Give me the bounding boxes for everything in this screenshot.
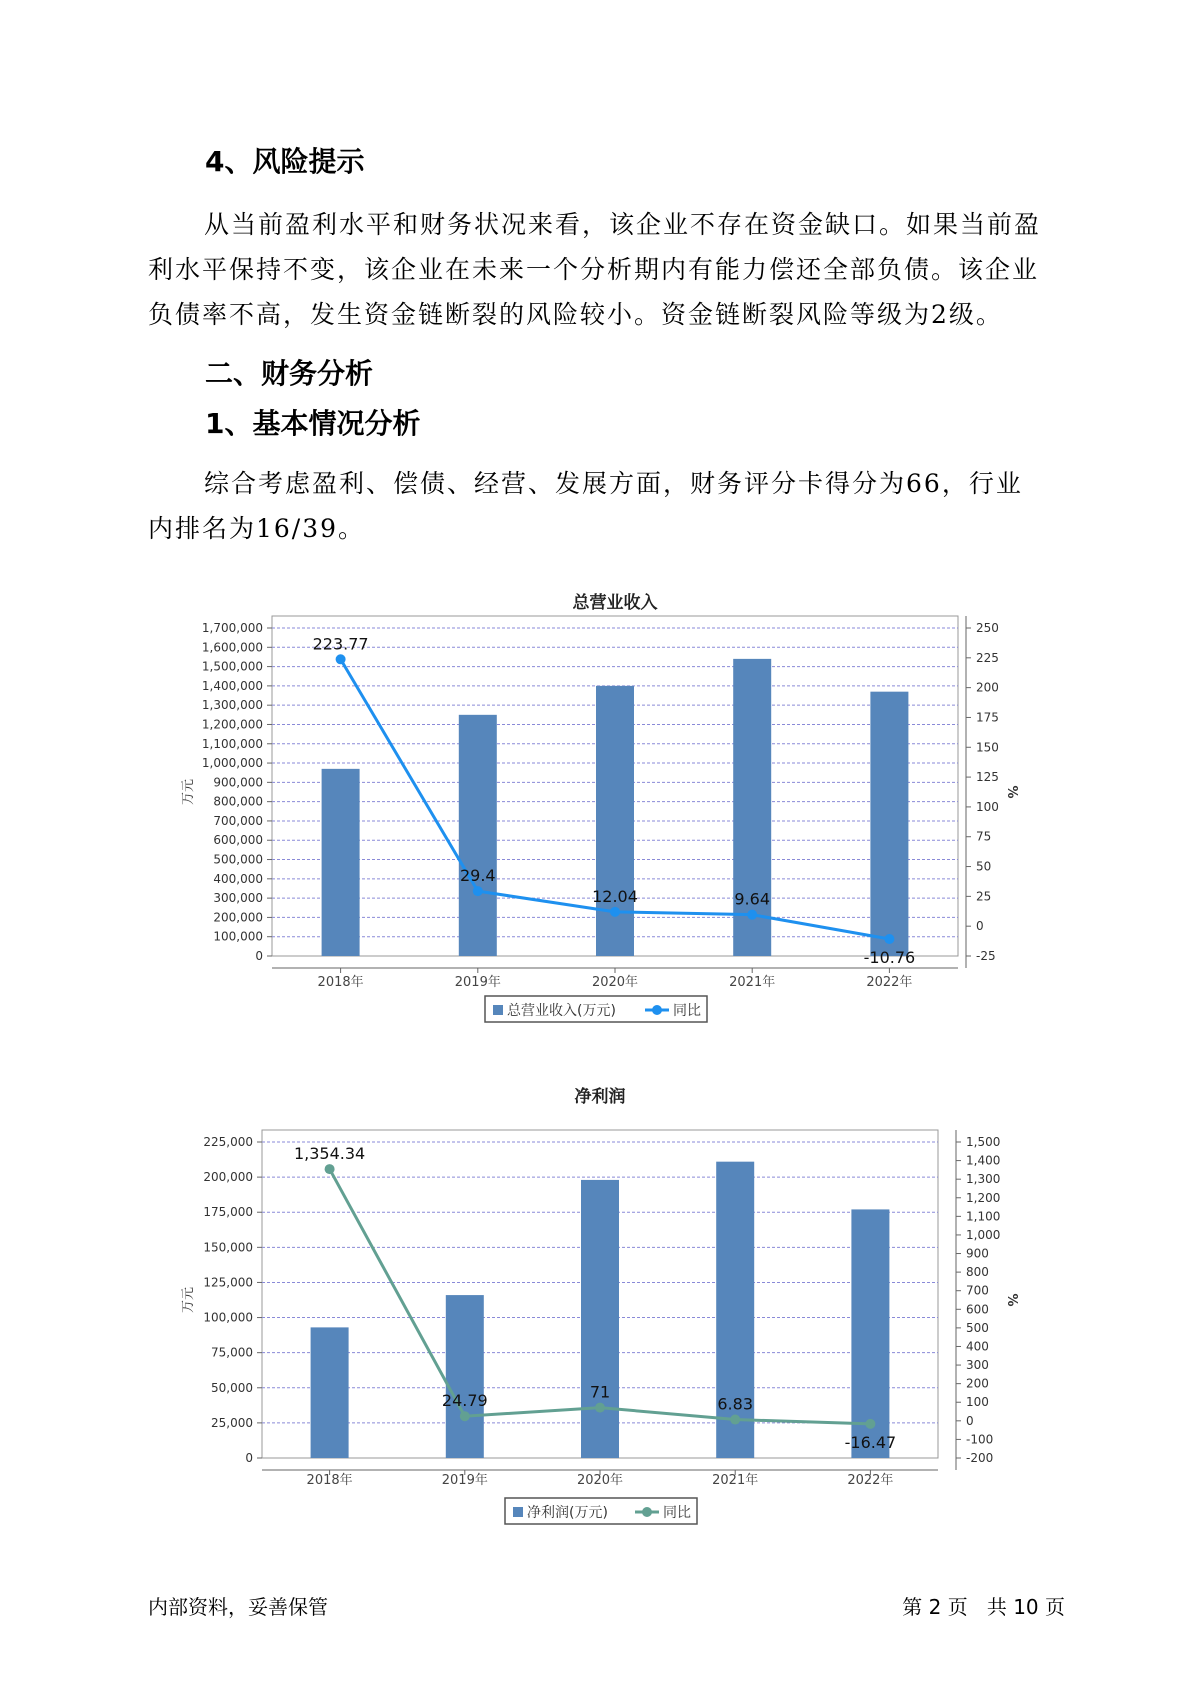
y-tick-label: 100,000 [213,929,263,944]
y2-tick-label: 800 [966,1265,989,1280]
y-tick-label: 1,200,000 [201,717,263,732]
y2-tick-label: -200 [966,1451,994,1465]
chart-title: 总营业收入 [572,593,658,613]
y-tick-label: 25,000 [211,1415,253,1430]
yoy-data-label: -16.47 [844,1432,897,1452]
y2-tick-label: -100 [966,1432,994,1447]
y-tick-label: 1,300,000 [201,698,263,713]
x-tick-label: 2020年 [591,975,639,990]
yoy-point [336,654,346,664]
y-tick-label: 500,000 [213,852,263,867]
y2-tick-label: 1,100 [966,1209,1001,1224]
y2-tick-label: 900 [966,1246,989,1261]
footer-page-current: 2 [928,1595,942,1619]
legend-line-label: 同比 [673,1003,701,1019]
y-tick-label: 100,000 [203,1310,253,1325]
y2-tick-label: 100 [976,799,999,814]
basic-paragraph: 综合考虑盈利、偿债、经营、发展方面，财务评分卡得分为66，行业内排名为16/39。 [148,469,1023,543]
legend-bar-swatch [513,1507,523,1517]
y2-tick-label: 100 [966,1395,989,1410]
yoy-point [473,886,483,896]
y-axis-label: 万元 [181,778,196,806]
y-tick-label: 75,000 [211,1345,253,1360]
y-tick-label: 225,000 [203,1135,253,1149]
y2-axis-label: % [1004,785,1019,799]
x-tick-label: 2018年 [317,975,364,990]
y-tick-label: 1,100,000 [201,736,263,751]
x-tick-label: 2019年 [441,1473,488,1488]
yoy-point [884,934,894,944]
y2-tick-label: 75 [976,829,992,844]
y2-tick-label: 400 [966,1339,989,1354]
yoy-point [460,1411,470,1421]
yoy-data-label: 6.83 [717,1394,754,1414]
yoy-point [610,907,620,917]
y2-tick-label: 200 [976,680,999,695]
x-tick-label: 2020年 [576,1473,624,1488]
y2-tick-label: 225 [976,650,999,665]
y-tick-label: 300,000 [213,891,263,906]
y2-tick-label: 300 [966,1358,989,1373]
bar-2019年 [459,715,497,956]
bar-2018年 [322,769,360,956]
y-tick-label: 400,000 [213,871,263,886]
y-tick-label: 200,000 [203,1170,253,1185]
y-tick-label: 1,000,000 [201,756,263,771]
legend-bar-swatch [493,1005,503,1015]
bar-2019年 [446,1295,484,1458]
basic-heading: 1、基本情况分析 [205,407,421,440]
yoy-point [595,1403,605,1413]
y2-tick-label: 600 [966,1302,989,1317]
legend-line-label: 同比 [663,1505,691,1521]
yoy-data-label: -10.76 [863,948,916,968]
yoy-data-label: 71 [589,1382,611,1402]
yoy-data-label: 223.77 [312,634,369,654]
risk-paragraph: 从当前盈利水平和财务状况来看，该企业不存在资金缺口。如果当前盈利水平保持不变，该企业在未来一个分析期内有能力偿还全部负债。该企业负债率不高，发生资金链断裂的风险较小。资金链断裂风险等级为2级。 [148,210,1042,329]
yoy-point [865,1419,875,1429]
footer-page-number [902,1591,1065,1620]
y2-tick-label: 175 [976,710,999,725]
y-tick-label: 1,700,000 [201,621,263,635]
y-tick-label: 0 [255,949,263,963]
legend-bar-label: 净利润(万元) [527,1505,608,1521]
yoy-data-label: 1,354.34 [293,1144,366,1164]
y-tick-label: 175,000 [203,1205,253,1220]
y2-axis-label: % [1004,1293,1019,1307]
bar-2020年 [581,1180,619,1458]
y-tick-label: 1,500,000 [201,659,263,674]
x-tick-label: 2019年 [454,975,501,990]
y2-tick-label: 0 [976,919,984,934]
y2-tick-label: 1,000 [966,1227,1001,1242]
y2-tick-label: 700 [966,1283,989,1298]
y2-tick-label: 1,300 [966,1172,1001,1187]
footer-total-unit: 页 [1045,1595,1065,1619]
y-tick-label: 800,000 [213,794,263,809]
footer-page-total: 10 [1013,1595,1039,1619]
x-tick-label: 2022年 [847,1473,894,1488]
y2-tick-label: 25 [976,889,992,904]
y2-tick-label: 50 [976,859,992,874]
y-tick-label: 200,000 [213,910,263,925]
risk-heading: 4、风险提示 [205,145,365,178]
y-axis-label: 万元 [181,1286,196,1314]
y-tick-label: 150,000 [203,1240,253,1255]
net-profit-chart [0,1078,1191,1528]
legend-line-marker [642,1507,652,1517]
x-tick-label: 2021年 [729,975,776,990]
legend-line-marker [652,1005,662,1015]
y-tick-label: 900,000 [213,775,263,790]
y-tick-label: 700,000 [213,813,263,828]
bar-2018年 [311,1327,349,1458]
yoy-data-label: 29.4 [459,866,496,886]
y2-tick-label: -25 [976,949,996,963]
yoy-point [325,1164,335,1174]
y-tick-label: 125,000 [203,1275,253,1290]
y2-tick-label: 1,500 [966,1135,1001,1149]
y-tick-label: 50,000 [211,1380,253,1395]
chart-title: 净利润 [574,1087,626,1107]
y-tick-label: 1,600,000 [201,640,263,655]
footer-total-prefix: 共 [986,1595,1007,1619]
x-tick-label: 2022年 [866,975,913,990]
footer-page-prefix: 第 [902,1595,923,1619]
y2-tick-label: 125 [976,770,999,785]
y2-tick-label: 0 [966,1413,974,1428]
legend-bar-label: 总营业收入(万元) [507,1003,616,1019]
yoy-point [730,1415,740,1425]
y2-tick-label: 1,400 [966,1153,1001,1168]
y-tick-label: 600,000 [213,833,263,848]
y2-tick-label: 200 [966,1376,989,1391]
yoy-data-label: 12.04 [592,886,638,906]
y2-tick-label: 250 [976,621,999,635]
x-tick-label: 2021年 [712,1473,759,1488]
yoy-data-label: 9.64 [734,889,771,909]
y2-tick-label: 150 [976,740,999,755]
yoy-point [747,910,757,920]
x-tick-label: 2018年 [306,1473,353,1488]
y-tick-label: 1,400,000 [201,678,263,693]
finance-heading: 二、财务分析 [205,357,374,390]
bar-2022年 [870,692,908,956]
y-tick-label: 0 [245,1451,253,1465]
y2-tick-label: 1,200 [966,1190,1001,1205]
footer-page-unit: 页 [947,1595,968,1619]
footer-confidential: 内部资料，妥善保管 [148,1595,328,1619]
y2-tick-label: 500 [966,1320,989,1335]
revenue-chart [0,578,1191,1038]
yoy-data-label: 24.79 [441,1391,488,1411]
